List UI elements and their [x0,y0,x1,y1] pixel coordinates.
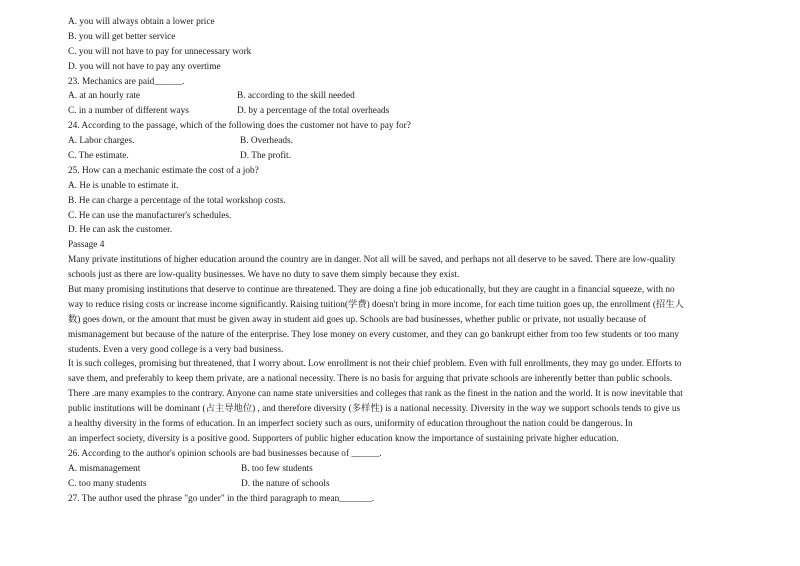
option-c: C. He can use the manufacturer's schedules. [68,210,232,221]
option-c: C. The estimate. [68,151,129,162]
passage-heading: Passage 4 [68,240,105,251]
text-line: mismanagement but because of the nature of the enterprise. They lose money on every customer, and they can go bankrupt either from too few students or too many [68,329,680,340]
text-line: 数) goes down, or the amount that must be given away in student aid goes up. Schools are bad businesses, whether public or private, not usually because of [68,314,647,325]
passage-4 [68,238,738,446]
option-b: B. He can charge a percentage of the total workshop costs. [68,195,286,206]
option-d: D. The profit. [240,151,291,162]
question-24 [68,119,738,164]
option-a: A. He is unable to estimate it. [68,180,179,191]
option-d: D. He can ask the customer. [68,225,173,236]
exam-document [68,15,738,506]
option-a: A. at an hourly rate [68,91,141,102]
option-a: A. you will always obtain a lower price [68,17,215,27]
text-line: But many promising institutions that deserve to continue are threatened. They are doing a fine job educationally, but they are caught in a financial squeeze, with no [68,285,675,296]
text-line: There .are many examples to the contrary. Anyone can name state universities and colleges that rank as the finest in the nation and the world. It is now inevitable that [68,389,683,400]
option-d: D. the nature of schools [241,478,330,489]
option-c: C. too many students [68,478,147,489]
text-line: an imperfect society, diversity is a positive good. Supporters of public higher education know the importance of sustaining private higher education. [68,433,619,444]
paragraph-1 [68,253,738,283]
question-26 [68,447,738,492]
text-line: It is such colleges, promising but threatened, that I worry about. Low enrollment is not their chief problem. Even with full enrollments, they may go under. Efforts to [68,359,682,370]
option-a: A. Labor charges. [68,136,135,147]
option-row [68,462,738,477]
option-row [68,477,738,492]
text-line: a healthy diversity in the forms of education. In an imperfect society such as ours, uniformity of education throughout the nation could be dangerous. In [68,419,633,430]
question-22-options [68,15,738,75]
option-b: B. Overheads. [240,136,293,147]
option-b: B. too few students [241,463,313,474]
text-line: way to reduce rising costs or increase income significantly. Raising tuition(学费) doesn't bring in more income, for each time tuition goes up, the enrollment (招生人 [68,299,684,310]
text-line: students. Even a very good college is a very bad business. [68,344,284,355]
question-stem: 25. How can a mechanic estimate the cost of a job? [68,165,259,176]
question-stem: 26. According to the author's opinion schools are bad businesses because of ______. [68,448,382,459]
option-a: A. mismanagement [68,463,141,474]
paragraph-3 [68,357,738,446]
text-line: save them, and preferably to keep them private, are a national necessity. There is no basis for arguing that private schools are inherently better than public schools. [68,374,673,385]
question-stem: 24. According to the passage, which of the following does the customer not have to pay for? [68,121,411,132]
option-row [68,149,738,164]
question-stem: 23. Mechanics are paid______. [68,76,185,87]
question-23 [68,75,738,120]
text-line: schools just as there are low-quality businesses. We have no duty to save them simply because they exist. [68,270,460,281]
text-line: Many private institutions of higher education around the country are in danger. Not all will be saved, and perhaps not all deserve to be saved. There are low-quality [68,255,676,266]
question-27 [68,492,738,507]
option-b: B. you will get better service [68,31,176,42]
question-25 [68,164,738,238]
option-row [68,104,738,119]
option-d: D. you will not have to pay any overtime [68,61,221,72]
paragraph-2 [68,283,738,357]
option-d: D. by a percentage of the total overheads [237,106,390,117]
option-c: C. you will not have to pay for unnecessary work [68,46,252,57]
option-row [68,89,738,104]
text-line: public institutions will be dominant (占主导地位) , and therefore diversity (多样性) is a national necessity. Diversity in the way we support schools tends to give us [68,404,681,415]
option-b: B. according to the skill needed [237,91,355,102]
question-stem: 27. The author used the phrase "go under" in the third paragraph to mean_______. [68,493,375,504]
option-c: C. in a number of different ways [68,106,189,117]
option-row [68,134,738,149]
